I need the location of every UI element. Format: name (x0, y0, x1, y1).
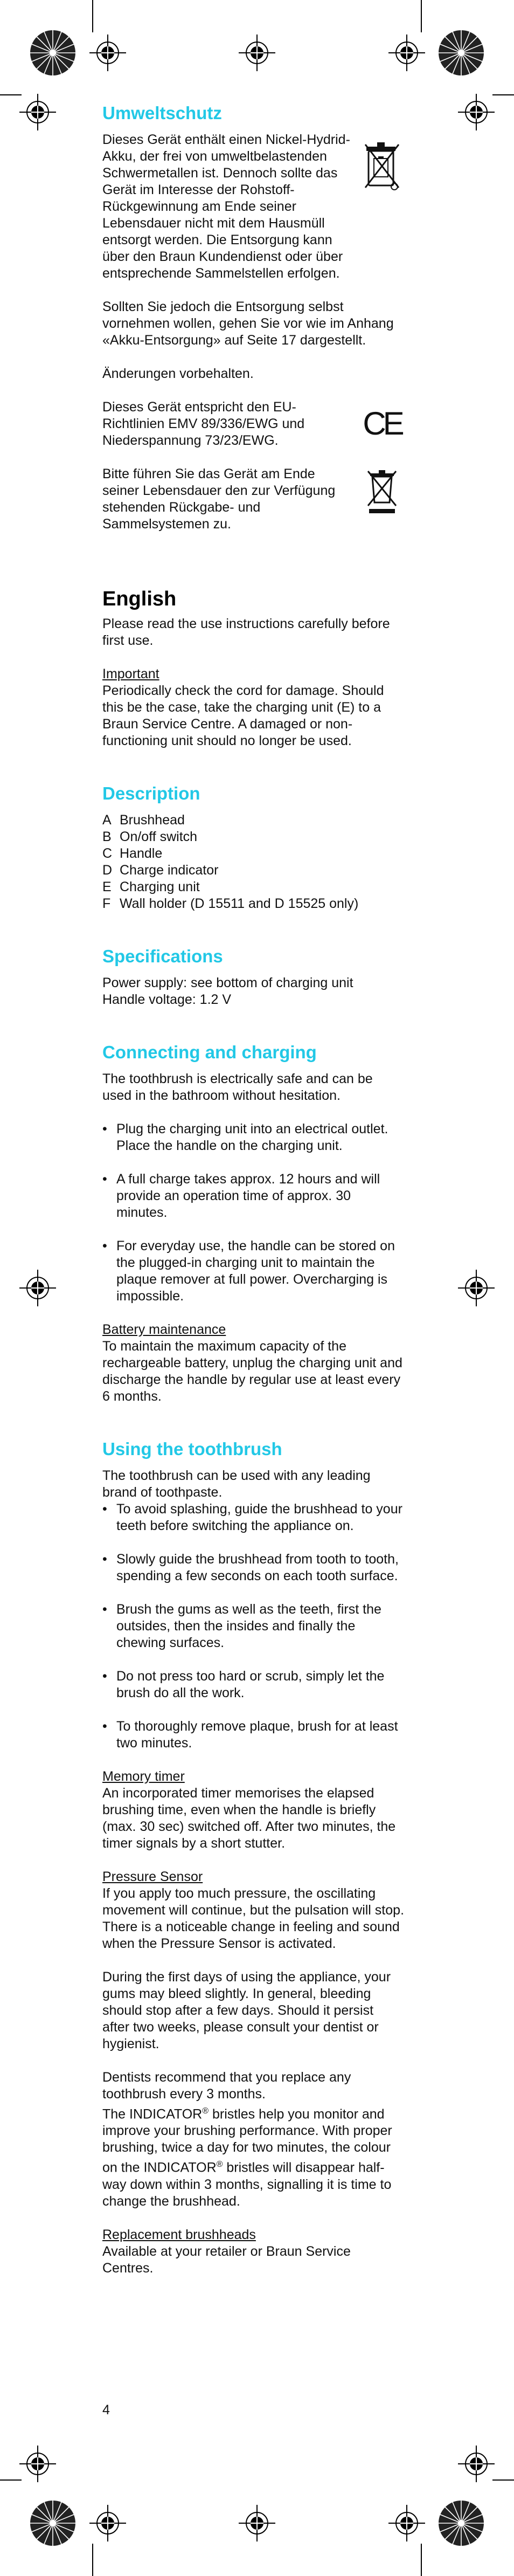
umwelt-weee-row (102, 466, 404, 533)
section-title-using: Using the toothbrush (102, 1439, 282, 1459)
description-item: F Wall holder (D 15511 and D 15525 only) (102, 896, 359, 911)
important-text: Periodically check the cord for damage. Should this be the case, take the charging unit (E) to a Braun Service Centre. A damaged or non-functioning unit should no longer be used. (102, 683, 384, 748)
spec-handle-voltage: Handle voltage: 1.2 V (102, 992, 232, 1007)
using-intro: The toothbrush can be used with any leading brand of toothpaste. (102, 1468, 371, 1500)
english-intro: Please read the use instructions carefully before first use. (102, 616, 390, 648)
list-item: • A full charge takes approx. 12 hours and will provide an operation time of approx. 30 minutes. (102, 1171, 404, 1221)
section-title-umweltschutz: Umweltschutz (102, 103, 222, 123)
section-title-description: Description (102, 783, 200, 803)
spec-power-supply: Power supply: see bottom of charging unit (102, 975, 353, 990)
memory-timer-label: Memory timer (102, 1769, 185, 1784)
pressure-sensor-text: If you apply too much pressure, the oscillating movement will continue, but the pulsation will stop. There is a noticeable change in feeling and sound when the Pressure Sensor is activated. (102, 1886, 405, 1951)
pressure-sensor-label: Pressure Sensor (102, 1869, 203, 1884)
important-label: Important (102, 666, 159, 681)
connecting-intro: The toothbrush is electrically safe and can be used in the bathroom without hesitation. (102, 1071, 373, 1103)
weee-crossed-bin-icon (366, 468, 398, 514)
umwelt-paragraph-1: Dieses Gerät enthält einen Nickel-Hydrid-Akku, der frei von umweltbelastenden Schwermetallen ist. Dennoch sollte das Gerät im Interesse der Rohstoff-Rückgewinnung am Ende seiner Lebensdauer nicht mit dem Hausmüll entsorgt werden. Die Entsorgung kann über den Braun Kundendienst oder über entsprechende Sammelstellen erfolgen. (102, 132, 350, 281)
gums-bleeding-text: During the first days of using the appliance, your gums may bleed slightly. In general, bleeding should stop after a few days. Should it persist after two weeks, please consult your dentist or hygienist. (102, 1969, 391, 2051)
connecting-bullets (102, 1121, 404, 1305)
description-list (102, 812, 404, 912)
indicator-bristles-text: The INDICATOR® bristles help you monitor and improve your brushing performance. With proper brushing, twice a day for two minutes, the colour on the INDICATOR® bristles will disappear half-way down within 3 months, signalling it is time to change the brushhead. (102, 2106, 392, 2209)
battery-maintenance-text: To maintain the maximum capacity of the rechargeable battery, unplug the charging unit and discharge the handle by regular use at least every 6 months. (102, 1339, 402, 1404)
description-item: C Handle (102, 846, 163, 861)
section-title-connecting: Connecting and charging (102, 1042, 317, 1062)
umwelt-paragraph-5: Bitte führen Sie das Gerät am Ende seiner Lebensdauer den zur Verfügung stehenden Rückgabe- und Sammelsystemen zu. (102, 466, 336, 532)
list-item: • Do not press too hard or scrub, simply let the brush do all the work. (102, 1668, 404, 1702)
umwelt-ce-row (102, 399, 404, 449)
umwelt-battery-row (102, 132, 404, 282)
description-item: B On/off switch (102, 829, 198, 844)
content-column (102, 102, 404, 2277)
replacement-brushheads-text: Available at your retailer or Braun Service Centres. (102, 2243, 351, 2276)
section-title-english: English (102, 588, 177, 610)
battery-maintenance-label: Battery maintenance (102, 1322, 226, 1337)
list-item: • Plug the charging unit into an electrical outlet. Place the handle on the charging unit. (102, 1121, 404, 1154)
umwelt-paragraph-2: Sollten Sie jedoch die Entsorgung selbst vornehmen wollen, gehen Sie vor wie im Anhang «Akku-Entsorgung» auf Seite 17 dargestellt. (102, 299, 394, 348)
list-item: • Slowly guide the brushhead from tooth to tooth, spending a few seconds on each tooth surface. (102, 1551, 404, 1585)
list-item: • To avoid splashing, guide the brushhead to your teeth before switching the appliance on. (102, 1501, 404, 1534)
section-title-specifications: Specifications (102, 946, 223, 966)
replacement-brushheads-label: Replacement brushheads (102, 2227, 256, 2242)
battery-recycling-bin-icon (363, 135, 401, 191)
umwelt-paragraph-3: Änderungen vorbehalten. (102, 366, 254, 381)
list-item: • For everyday use, the handle can be stored on the plugged-in charging unit to maintain the plaque remover at full power. Overcharging is impossible. (102, 1238, 404, 1305)
umwelt-paragraph-4: Dieses Gerät entspricht den EU-Richtlinien EMV 89/336/EWG und Niederspannung 73/23/EWG. (102, 400, 305, 448)
memory-timer-text: An incorporated timer memorises the elapsed brushing time, even when the handle is briefly (max. 30 sec) switched off. After two minutes, the timer signals by a short stutter. (102, 1786, 396, 1851)
list-item: • To thoroughly remove plaque, brush for at least two minutes. (102, 1718, 404, 1752)
ce-mark-icon: CE (363, 405, 401, 442)
description-item: E Charging unit (102, 879, 200, 894)
dentists-recommend-text: Dentists recommend that you replace any toothbrush every 3 months. (102, 2070, 351, 2102)
description-item: A Brushhead (102, 812, 185, 828)
list-item: • Brush the gums as well as the teeth, first the outsides, then the insides and finally the chewing surfaces. (102, 1601, 404, 1651)
page-number: 4 (102, 2402, 110, 2417)
description-item: D Charge indicator (102, 863, 219, 878)
using-bullets (102, 1501, 404, 1752)
